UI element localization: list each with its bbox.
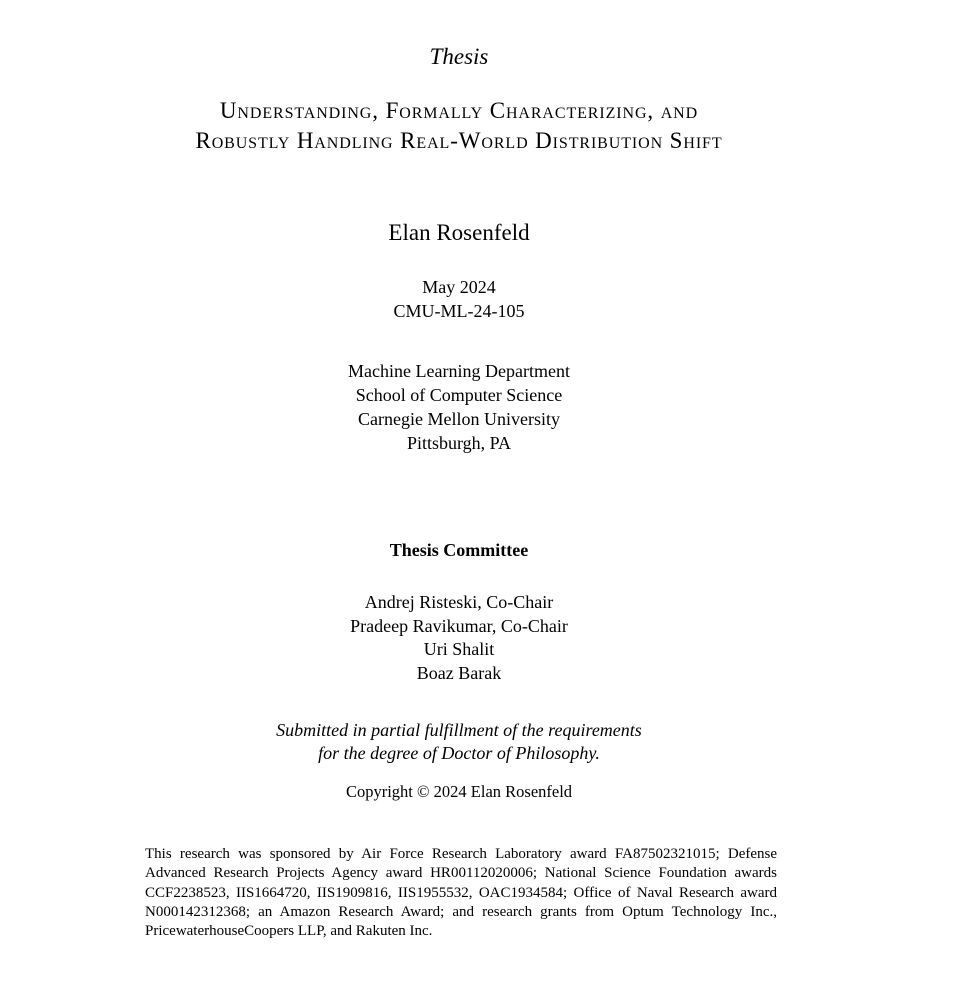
document-type-label: Thesis xyxy=(429,44,489,69)
affiliation-department: Machine Learning Department xyxy=(348,361,570,381)
committee-heading: Thesis Committee xyxy=(389,540,529,560)
thesis-title-line-1: Understanding, Formally Characterizing, and xyxy=(219,98,699,123)
affiliation-school: School of Computer Science xyxy=(355,385,563,405)
thesis-title-line-2: Robustly Handling Real-World Distribution Shift xyxy=(195,128,723,153)
submission-statement-line-2: for the degree of Doctor of Philosophy. xyxy=(318,743,600,763)
committee-member: Pradeep Ravikumar, Co-Chair xyxy=(350,616,568,636)
funding-acknowledgement: This research was sponsored by Air Force Research Laboratory award FA87502321015; Defense Advanced Research Projects Agency award HR00112020006; National Science Foundation awards CCF2238523, IIS1664720, IIS1909816, IIS1955532, OAC1934584; Office of Naval Research award N000142312368; an Amazon Research Award; and research grants from Optum Technology Inc., PricewaterhouseCoopers LLP, and Rakuten Inc. xyxy=(145,846,777,940)
committee-member: Uri Shalit xyxy=(423,639,495,659)
author-name: Elan Rosenfeld xyxy=(388,220,530,245)
affiliation-university: Carnegie Mellon University xyxy=(358,409,560,429)
report-number: CMU-ML-24-105 xyxy=(393,301,525,321)
submission-date: May 2024 xyxy=(422,277,496,297)
committee-member: Andrej Risteski, Co-Chair xyxy=(364,592,554,612)
affiliation-location: Pittsburgh, PA xyxy=(406,433,512,453)
copyright-notice: Copyright © 2024 Elan Rosenfeld xyxy=(345,782,573,801)
committee-member: Boaz Barak xyxy=(416,663,502,683)
submission-statement-line-1: Submitted in partial fulfillment of the requirements xyxy=(276,720,642,740)
